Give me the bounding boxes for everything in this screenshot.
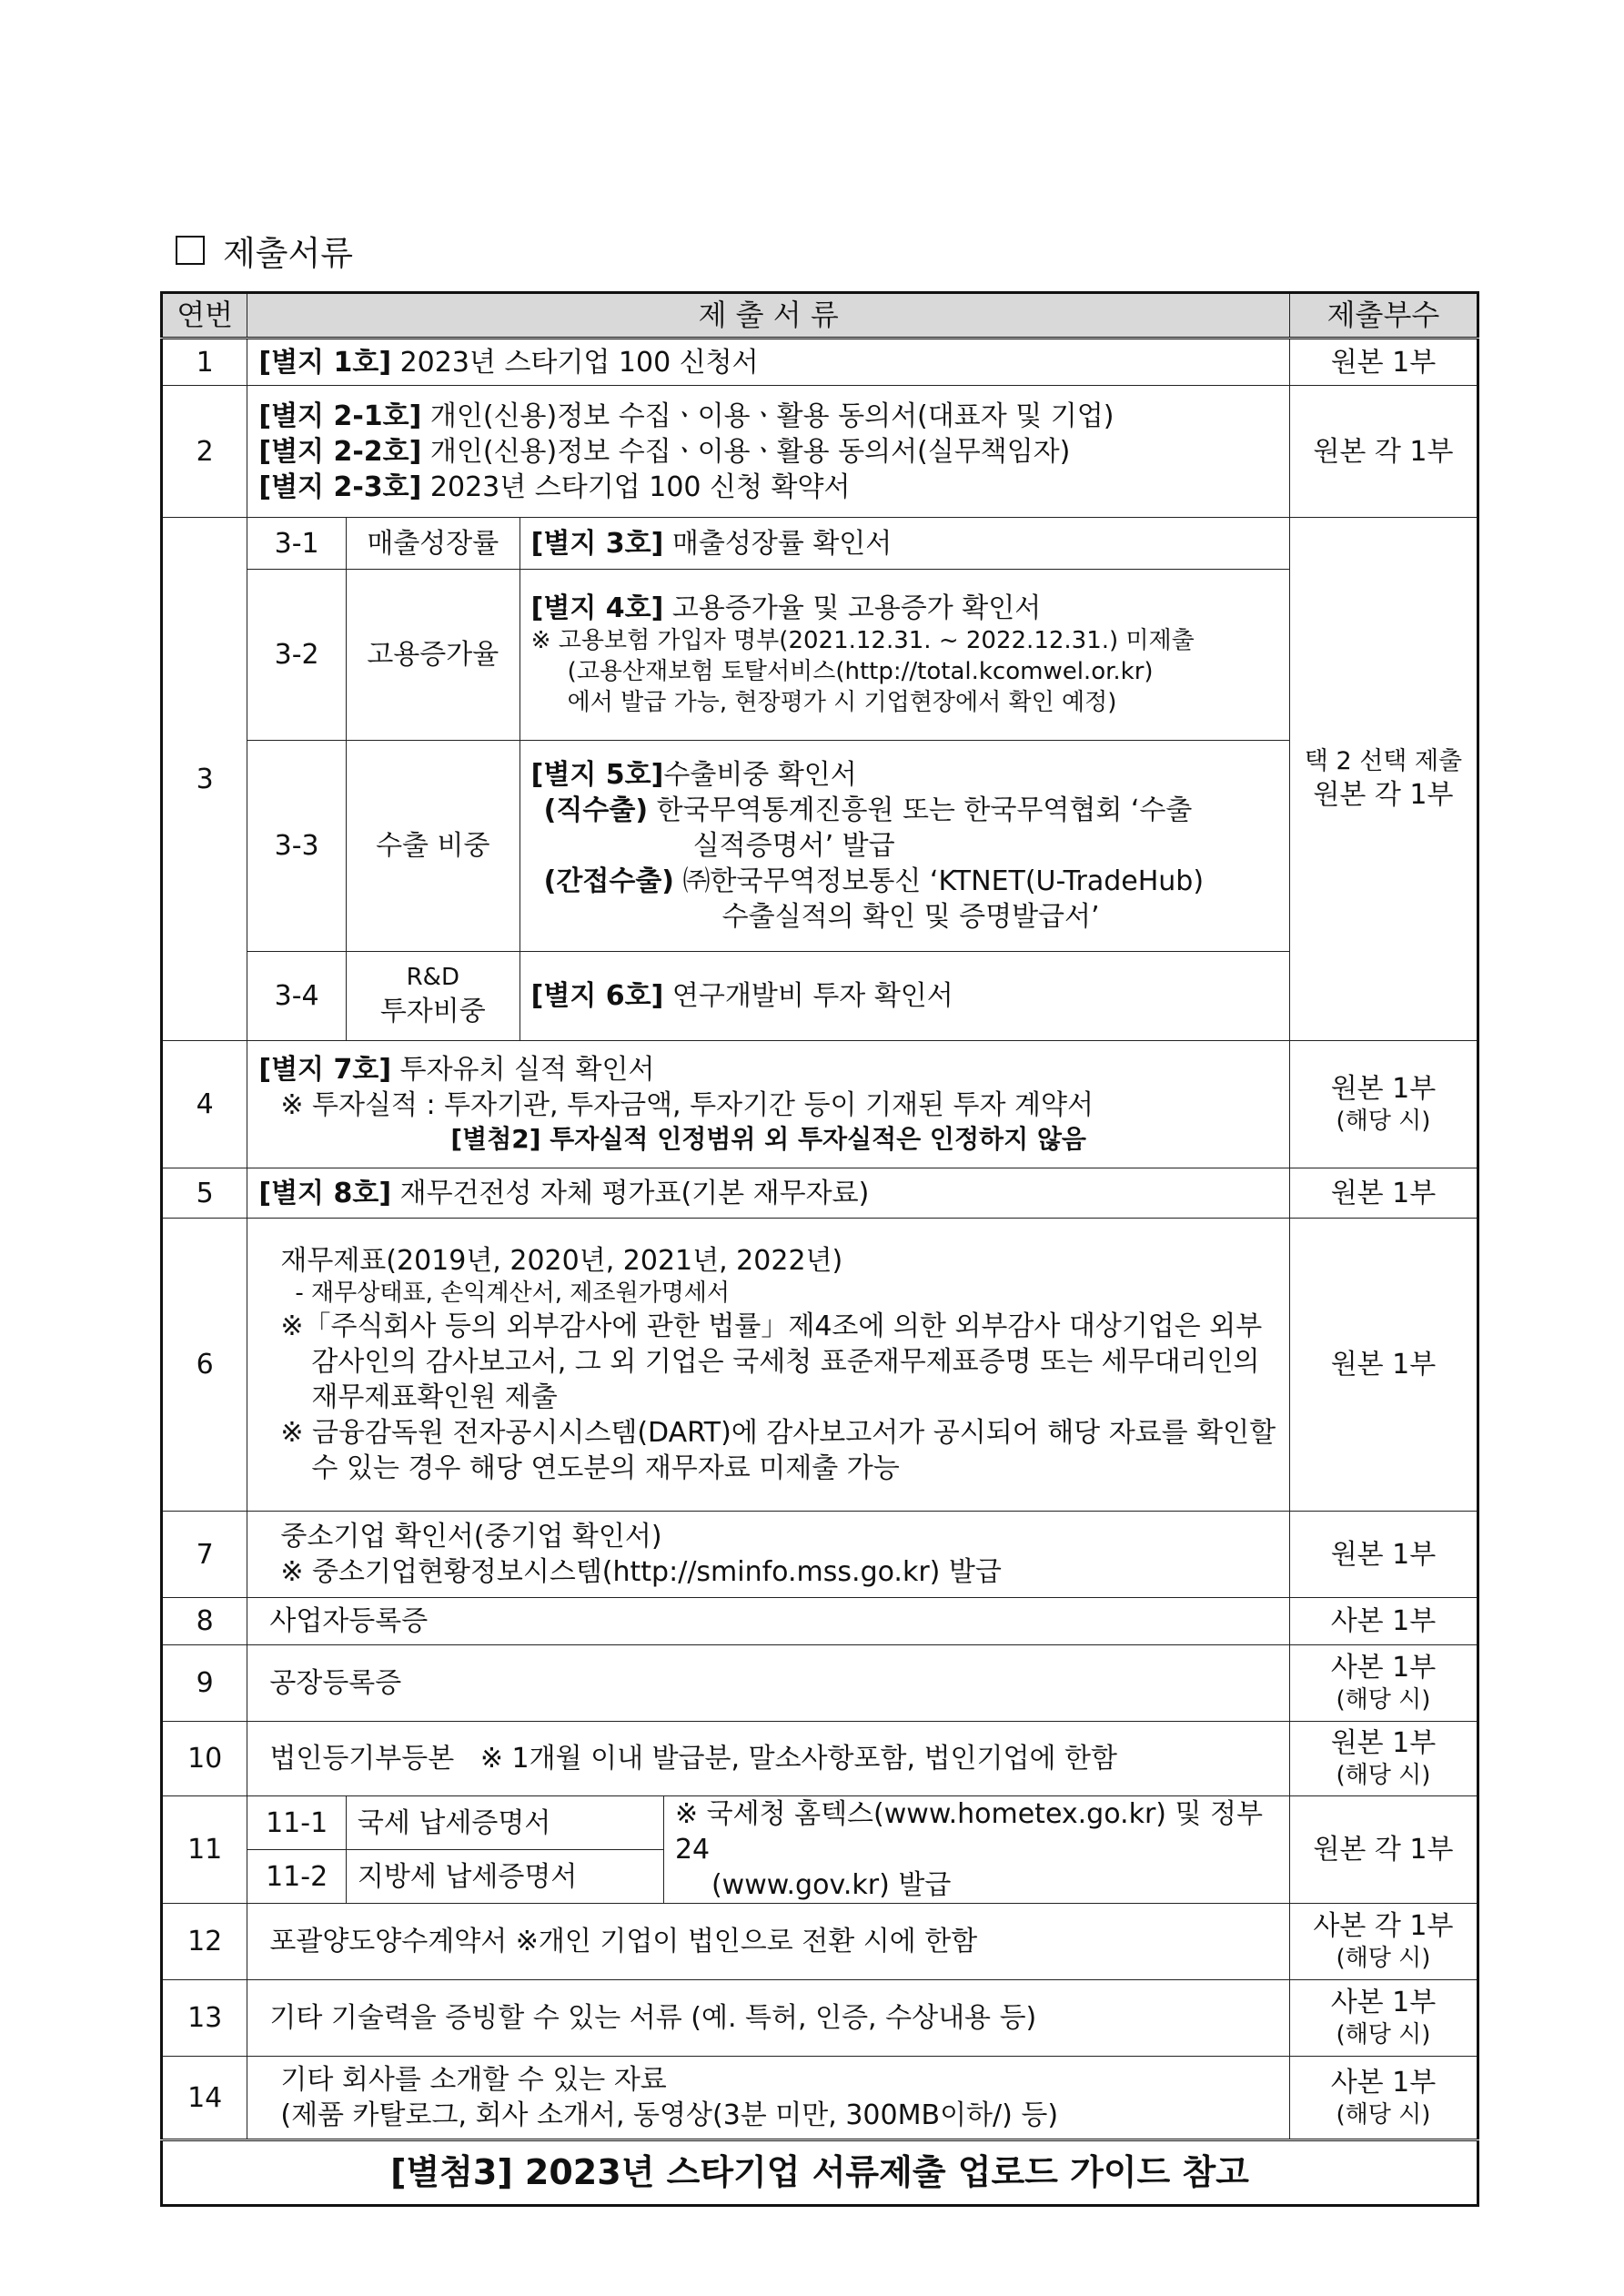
export-type-tag: (직수출) (543, 794, 649, 826)
doc-line: 수 있는 경우 해당 연도분의 재무자료 미제출 가능 (311, 1452, 900, 1485)
row-copies (1289, 1041, 1478, 1168)
sub-docs (519, 518, 1289, 570)
row-copies: 사본 1부 (1289, 1598, 1478, 1645)
table-header-row (162, 293, 1478, 339)
sub-no: 3-4 (247, 952, 347, 1041)
row-docs: 법인등기부등본 ※ 1개월 이내 발급분, 말소사항포함, 법인기업에 한함 (247, 1722, 1290, 1796)
table-row (162, 1512, 1478, 1598)
row-copies (1289, 2057, 1478, 2140)
form-tag: [별지 7호] (258, 1054, 392, 1087)
doc-text: 실적증명서’ 발급 (692, 830, 895, 862)
row-copies (1289, 1980, 1478, 2057)
row-copies (1289, 518, 1478, 1041)
sub-no: 3-3 (247, 741, 347, 952)
row-docs (247, 339, 1290, 386)
header-copies: 제출부수 (1289, 293, 1478, 339)
row-no: 12 (162, 1904, 247, 1980)
row-docs: 기타 기술력을 증빙할 수 있는 서류 (예. 특허, 인증, 수상내용 등) (247, 1980, 1290, 2057)
table-row (162, 1904, 1478, 1980)
doc-line: ※「주식회사 등의 외부감사에 관한 법률」제4조에 의한 외부감사 대상기업은 외부 (280, 1310, 1263, 1343)
copies-line: 사본 각 1부 (1313, 1910, 1454, 1943)
doc-line: 중소기업 확인서(중기업 확인서) (280, 1521, 662, 1553)
row-docs: 사업자등록증 (247, 1598, 1290, 1645)
note-line: ※ 투자실적 : 투자기관, 투자금액, 투자기간 등이 기재된 투자 계약서 (280, 1089, 1094, 1122)
doc-text: 2023년 스타기업 100 신청서 (391, 346, 759, 379)
sub-no: 3-2 (247, 570, 347, 741)
row-docs (247, 1512, 1290, 1598)
copies-sub: (해당 시) (1336, 1762, 1431, 1790)
doc-text: 재무건전성 자체 평가표(기본 재무자료) (391, 1177, 870, 1209)
doc-line: 감사인의 감사보고서, 그 외 기업은 국세청 표준재무제표증명 또는 세무대리인의 (311, 1346, 1260, 1379)
row-docs (247, 1168, 1290, 1219)
row-no: 11 (162, 1796, 247, 1904)
row-copies: 원본 1부 (1289, 1168, 1478, 1219)
note-line: ※ 고용보험 가입자 명부(2021.12.31. ~ 2022.12.31.) 미제출 (530, 627, 1195, 655)
form-tag: [별지 3호] (530, 527, 664, 560)
row-no: 2 (162, 386, 247, 518)
section-title-text: 제출서류 (223, 234, 353, 273)
row-docs (247, 2057, 1290, 2140)
doc-text: 한국무역통계진흥원 또는 한국무역협회 ‘수출 (648, 794, 1193, 826)
doc-text: 개인(신용)정보 수집ㆍ이용ㆍ활용 동의서(실무책임자) (421, 435, 1071, 468)
row-copies (1289, 1645, 1478, 1722)
copies-line: 원본 각 1부 (1313, 779, 1454, 812)
doc-text: 2023년 스타기업 100 신청 확약서 (421, 470, 851, 503)
sub-label-line: R&D (406, 964, 459, 992)
copies-sub: (해당 시) (1336, 2021, 1431, 2049)
doc-text: 고용증가율 및 고용증가 확인서 (663, 592, 1042, 625)
doc-text: 수출비중 확인서 (663, 759, 857, 791)
row-copies: 원본 각 1부 (1289, 386, 1478, 518)
table-row (162, 1598, 1478, 1645)
copies-sub: (해당 시) (1336, 1945, 1431, 1973)
sub-docs (519, 570, 1289, 741)
form-tag: [별지 1호] (258, 346, 392, 379)
doc-line: 재무제표(2019년, 2020년, 2021년, 2022년) (280, 1244, 843, 1277)
row-docs (247, 1041, 1290, 1168)
row-no: 9 (162, 1645, 247, 1722)
documents-table (160, 291, 1479, 2207)
table-row (162, 339, 1478, 386)
checkbox-square-icon (176, 236, 205, 265)
header-no: 연번 (162, 293, 247, 339)
copies-sub: (해당 시) (1336, 2100, 1431, 2129)
sub-label: 수출 비중 (346, 741, 519, 952)
table-row (162, 570, 1478, 741)
copies-line: 사본 1부 (1330, 2066, 1437, 2099)
doc-text: 개인(신용)정보 수집ㆍ이용ㆍ활용 동의서(대표자 및 기업) (421, 400, 1115, 432)
doc-line: - 재무상태표, 손익계산서, 제조원가명세서 (295, 1279, 731, 1307)
row-no: 13 (162, 1980, 247, 2057)
copies-sub: (해당 시) (1336, 1686, 1431, 1714)
row-copies: 원본 각 1부 (1289, 1796, 1478, 1904)
note-line-bold: [별첨2] 투자실적 인정범위 외 투자실적은 인정하지 않음 (450, 1124, 1086, 1155)
table-row (162, 386, 1478, 518)
row-no: 8 (162, 1598, 247, 1645)
form-tag: [별지 2-2호] (258, 435, 422, 468)
sub-label (346, 952, 519, 1041)
sub-docs (519, 952, 1289, 1041)
row-copies: 원본 1부 (1289, 339, 1478, 386)
row-docs (247, 1219, 1290, 1512)
row-no: 6 (162, 1219, 247, 1512)
row-no: 4 (162, 1041, 247, 1168)
row-no: 7 (162, 1512, 247, 1598)
note-line: ※ 국세청 홈텍스(www.hometex.go.kr) 및 정부24 (674, 1798, 1263, 1866)
row-copies: 원본 1부 (1289, 1219, 1478, 1512)
form-tag: [별지 8호] (258, 1177, 392, 1209)
doc-line: 기타 회사를 소개할 수 있는 자료 (280, 2064, 667, 2096)
note-line: 에서 발급 가능, 현장평가 시 기업현장에서 확인 예정) (567, 688, 1117, 716)
row-docs (247, 386, 1290, 518)
doc-text: 매출성장률 확인서 (663, 527, 893, 560)
row-copies (1289, 1722, 1478, 1796)
table-row (162, 1722, 1478, 1796)
table-row (162, 1041, 1478, 1168)
form-tag: [별지 6호] (530, 980, 664, 1012)
form-tag: [별지 4호] (530, 592, 664, 625)
section-title (176, 226, 353, 275)
table-row (162, 1168, 1478, 1219)
doc-text: 투자유치 실적 확인서 (391, 1054, 655, 1087)
sub-label: 지방세 납세증명서 (346, 1850, 663, 1904)
doc-text: 수출실적의 확인 및 증명발급서’ (721, 901, 1100, 933)
copies-line: 택 2 선택 제출 (1304, 746, 1463, 775)
form-tag: [별지 5호] (530, 759, 664, 791)
sub-label: 고용증가율 (346, 570, 519, 741)
table-row (162, 741, 1478, 952)
header-docs: 제 출 서 류 (247, 293, 1290, 339)
doc-line: (제품 카탈로그, 회사 소개서, 동영상(3분 미만, 300MB이하/) 등) (280, 2099, 1059, 2131)
row-no: 1 (162, 339, 247, 386)
sub-label: 국세 납세증명서 (346, 1796, 663, 1850)
table-row (162, 1796, 1478, 1850)
doc-line: 재무제표확인원 제출 (311, 1381, 558, 1414)
copies-line: 원본 1부 (1330, 1727, 1437, 1760)
doc-line: ※ 금융감독원 전자공시시스템(DART)에 감사보고서가 공시되어 해당 자료를 확인할 (280, 1417, 1276, 1450)
doc-text: ㈜한국무역정보통신 ‘KTNET(U-TradeHub) (674, 865, 1205, 897)
sub-docs (663, 1796, 1289, 1904)
sub-label: 매출성장률 (346, 518, 519, 570)
row-copies (1289, 1904, 1478, 1980)
table-row (162, 1980, 1478, 2057)
table-row (162, 518, 1478, 570)
sub-no: 3-1 (247, 518, 347, 570)
copies-line: 원본 1부 (1330, 1073, 1437, 1106)
row-no: 5 (162, 1168, 247, 1219)
row-docs: 공장등록증 (247, 1645, 1290, 1722)
note-line: (www.gov.kr) 발급 (711, 1869, 952, 1901)
form-tag: [별지 2-1호] (258, 400, 422, 432)
table-row (162, 1645, 1478, 1722)
upload-guide-note: [별첨3] 2023년 스타기업 서류제출 업로드 가이드 참고 (162, 2140, 1478, 2206)
row-docs: 포괄양도양수계약서 ※개인 기업이 법인으로 전환 시에 한함 (247, 1904, 1290, 1980)
table-row (162, 952, 1478, 1041)
sub-no: 11-2 (247, 1850, 347, 1904)
row-no: 10 (162, 1722, 247, 1796)
sub-no: 11-1 (247, 1796, 347, 1850)
sub-label-line: 투자비중 (379, 995, 486, 1027)
sub-docs (519, 741, 1289, 952)
row-no: 3 (162, 518, 247, 1041)
doc-line: ※ 중소기업현황정보시스템(http://sminfo.mss.go.kr) 발급 (280, 1556, 1002, 1588)
table-footer-row (162, 2140, 1478, 2206)
doc-text: 연구개발비 투자 확인서 (663, 980, 953, 1012)
form-tag: [별지 2-3호] (258, 470, 422, 503)
copies-line: 사본 1부 (1330, 1652, 1437, 1684)
copies-line: 사본 1부 (1330, 1987, 1437, 2019)
row-copies: 원본 1부 (1289, 1512, 1478, 1598)
table-row (162, 1219, 1478, 1512)
note-line: (고용산재보험 토탈서비스(http://total.kcomwel.or.kr) (567, 658, 1154, 686)
export-type-tag: (간접수출) (543, 865, 675, 897)
copies-sub: (해당 시) (1336, 1108, 1431, 1136)
row-no: 14 (162, 2057, 247, 2140)
table-row (162, 2057, 1478, 2140)
